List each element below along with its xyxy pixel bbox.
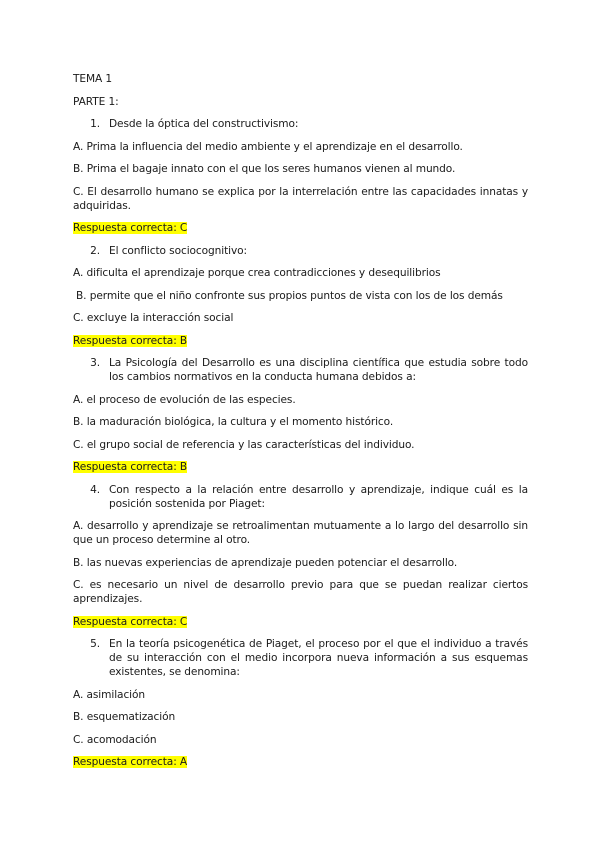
question-text: El conflicto sociocognitivo:	[109, 244, 248, 257]
answer-highlight	[73, 221, 528, 235]
document-content	[73, 72, 528, 778]
option-a: A. dificulta el aprendizaje porque crea contradicciones y desequilibrios	[73, 267, 441, 279]
option-b: B. las nuevas experiencias de aprendizaje pueden potenciar el desarrollo.	[73, 556, 458, 569]
option-a: A. Prima la influencia del medio ambiente y el aprendizaje en el desarrollo.	[73, 140, 463, 153]
answer-text: Respuesta correcta: C	[73, 222, 188, 234]
answer-text: Respuesta correcta: B	[73, 461, 188, 473]
question-number: 3.	[90, 357, 100, 369]
option-c: C. acomodación	[73, 733, 157, 746]
parte-heading: PARTE 1:	[73, 95, 119, 108]
question-5	[73, 637, 528, 679]
option-b: B. permite que el niño confronte sus propios puntos de vista con los de los demás	[76, 289, 503, 302]
option-b: B. Prima el bagaje innato con el que los seres humanos vienen al mundo.	[73, 163, 456, 175]
option-a: A. asimilación	[73, 688, 146, 701]
option-c: C. excluye la interacción social	[73, 312, 234, 324]
answer-highlight	[73, 334, 528, 348]
question-4	[73, 483, 528, 511]
question-text: La Psicología del Desarrollo es una disciplina científica que estudia sobre todo los cambios normativos en la conducta humana debidos a:	[109, 357, 528, 383]
option-b: B. esquematización	[73, 711, 176, 723]
question-number: 5.	[90, 638, 100, 650]
answer-highlight	[73, 460, 528, 474]
question-number: 4.	[90, 483, 100, 496]
question-1	[73, 117, 528, 131]
answer-text: Respuesta correcta: B	[73, 334, 188, 347]
question-3	[73, 356, 528, 384]
option-b: B. la maduración biológica, la cultura y el momento histórico.	[73, 416, 394, 428]
option-c: C. el grupo social de referencia y las características del individuo.	[73, 438, 415, 451]
answer-text: Respuesta correcta: C	[73, 615, 188, 628]
option-a: A. desarrollo y aprendizaje se retroalimentan mutuamente a lo largo del desarrollo sin que un proceso determine al otro.	[73, 520, 528, 546]
option-c: C. El desarrollo humano se explica por la interrelación entre las capacidades innatas y adquiridas.	[73, 185, 528, 212]
question-2	[73, 244, 528, 258]
question-text: Desde la óptica del constructivismo:	[109, 118, 299, 130]
question-text: En la teoría psicogenética de Piaget, el proceso por el que el individuo a través de su interacción con el medio incorpora nueva información a sus esquemas existentes, se denomina:	[109, 638, 528, 678]
tema-heading: TEMA 1	[73, 73, 113, 85]
answer-highlight	[73, 755, 528, 769]
question-number: 1.	[90, 118, 100, 130]
option-c: C. es necesario un nivel de desarrollo previo para que se puedan realizar ciertos aprendizajes.	[73, 579, 528, 605]
question-text: Con respecto a la relación entre desarrollo y aprendizaje, indique cuál es la posición sostenida por Piaget:	[109, 483, 528, 510]
question-number: 2.	[90, 244, 100, 257]
answer-text: Respuesta correcta: A	[73, 756, 188, 768]
option-a: A. el proceso de evolución de las especies.	[73, 393, 296, 406]
answer-highlight	[73, 615, 528, 629]
